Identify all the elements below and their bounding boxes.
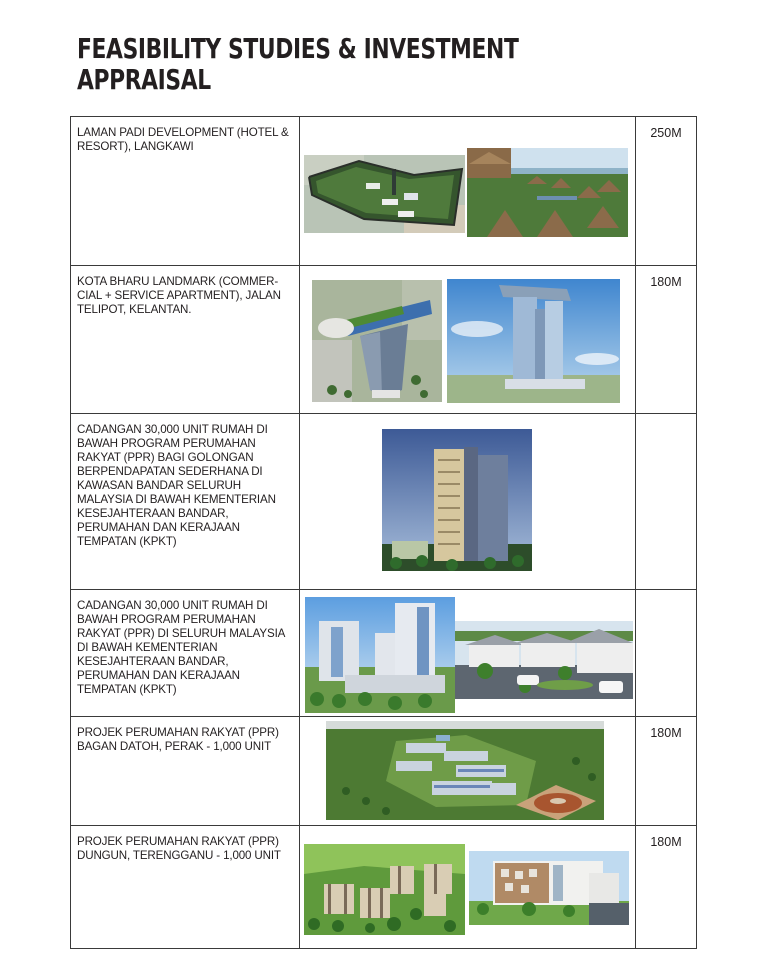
project-description: LAMAN PADI DEVELOPMENT (HOTEL & RESORT), LANGKAWI <box>71 117 300 265</box>
project-description: PROJEK PERUMAHAN RAKYAT (PPR) DUNGUN, TERENGGANU - 1,000 UNIT <box>71 826 300 948</box>
table-row <box>71 117 696 266</box>
resort-master-plan-aerial-image <box>304 155 465 233</box>
project-value: 180M <box>650 275 682 289</box>
table-row <box>71 717 696 826</box>
project-images <box>300 117 636 265</box>
ppr-blocks-aerial-image <box>304 844 465 935</box>
highrise-apartment-render-image <box>382 429 532 571</box>
table-row <box>71 266 696 414</box>
projects-table <box>70 116 697 949</box>
resort-chalets-render-image <box>467 148 628 237</box>
table-row <box>71 590 696 717</box>
landmark-twin-towers-render-image <box>447 279 620 403</box>
project-images <box>300 717 636 825</box>
landmark-tower-aerial-image <box>312 280 442 402</box>
ppr-building-facade-render-image <box>469 851 629 925</box>
project-description: PROJEK PERUMAHAN RAKYAT (PPR) BAGAN DATOH, PERAK - 1,000 UNIT <box>71 717 300 825</box>
title-line-2: APPRAISAL <box>77 63 211 96</box>
project-images <box>300 414 636 589</box>
housing-estate-aerial-image <box>326 721 604 820</box>
project-description: CADANGAN 30,000 UNIT RUMAH DI BAWAH PROGRAM PERUMAHAN RAKYAT (PPR) BAGI GOLONGAN BERPENDAPATAN SEDERHANA DI KAWASAN BANDAR SELURUH MALAYSIA DI BAWAH KEMENTERIAN KESEJAHTERAAN BANDAR, PERUMAHAN DAN KERAJAAN TEMPATAN (KPKT) <box>71 414 300 589</box>
project-description: CADANGAN 30,000 UNIT RUMAH DI BAWAH PROGRAM PERUMAHAN RAKYAT (PPR) DI SELURUH MALAYSIA DI BAWAH KEMENTERIAN KESEJAHTERAAN BANDAR, PERUMAHAN DAN KERAJAAN TEMPATAN (KPKT) <box>71 590 300 716</box>
project-value: 180M <box>650 726 682 740</box>
table-row <box>71 414 696 590</box>
project-value: 250M <box>650 126 682 140</box>
project-images <box>300 590 636 716</box>
project-description: KOTA BHARU LANDMARK (COMMER-CIAL + SERVICE APARTMENT), JALAN TELIPOT, KELANTAN. <box>71 266 300 413</box>
title-line-1: FEASIBILITY STUDIES & INVESTMENT <box>77 32 519 65</box>
terrace-houses-render-image <box>455 621 633 699</box>
project-images <box>300 266 636 413</box>
table-row <box>71 826 696 948</box>
project-value <box>636 414 696 589</box>
project-value: 180M <box>650 835 682 849</box>
page-title <box>77 33 518 95</box>
project-value <box>636 590 696 716</box>
apartment-towers-render-image <box>305 597 455 713</box>
project-images <box>300 826 636 948</box>
